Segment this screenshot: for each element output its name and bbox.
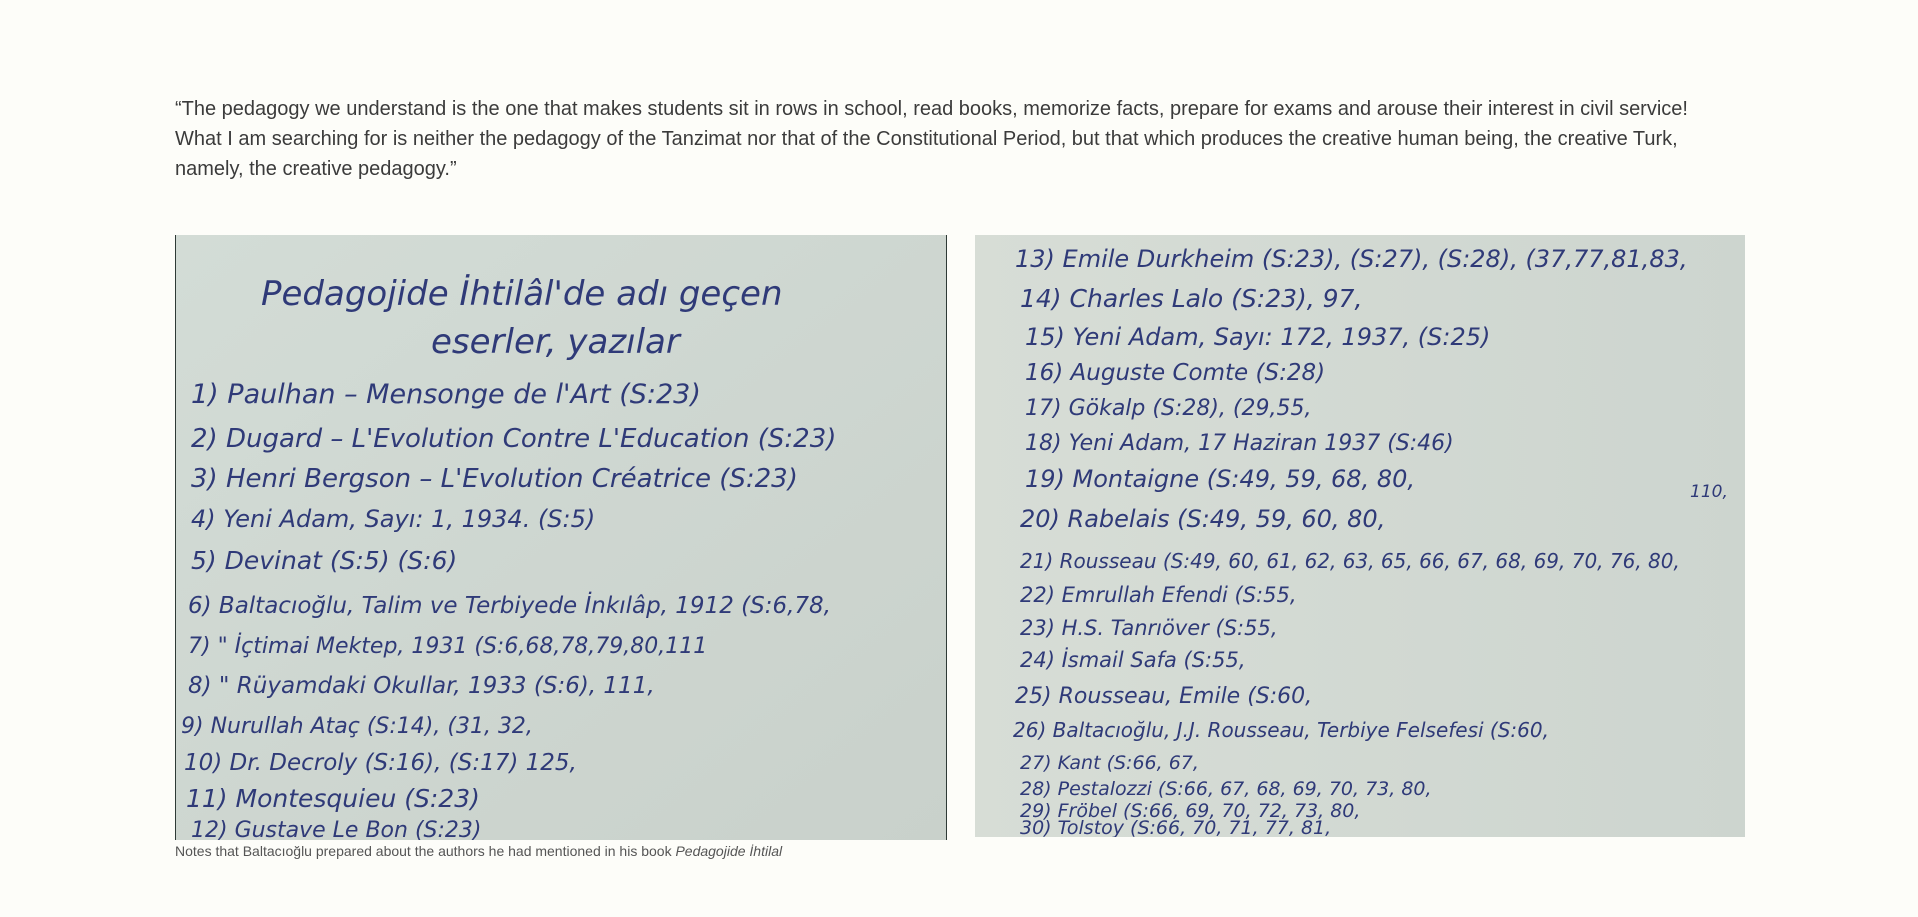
note-line: 14) Charles Lalo (S:23), 97, <box>1020 284 1363 313</box>
note-line: 7) " İçtimai Mektep, 1931 (S:6,68,78,79,80,111 <box>188 634 708 659</box>
note-line: 20) Rabelais (S:49, 59, 60, 80, <box>1020 505 1386 533</box>
note-line: 15) Yeni Adam, Sayı: 172, 1937, (S:25) <box>1025 323 1491 351</box>
note-line: 11) Montesquieu (S:23) <box>186 784 480 813</box>
note-line: 16) Auguste Comte (S:28) <box>1025 360 1326 386</box>
note-line: 30) Tolstoy (S:66, 70, 71, 77, 81, <box>1020 817 1332 837</box>
note-line: 8) " Rüyamdaki Okullar, 1933 (S:6), 111, <box>188 673 655 699</box>
note-line: 2) Dugard – L'Evolution Contre L'Education (S:23) <box>191 424 837 454</box>
image-caption <box>175 842 782 860</box>
note-line: 10) Dr. Decroly (S:16), (S:17) 125, <box>184 750 577 776</box>
note-line: 21) Rousseau (S:49, 60, 61, 62, 63, 65, 66, 67, 68, 69, 70, 76, 80, <box>1020 549 1680 573</box>
note-line: 17) Gökalp (S:28), (29,55, <box>1025 396 1312 421</box>
handwritten-note-image-left <box>175 235 947 840</box>
note-line: 18) Yeni Adam, 17 Haziran 1937 (S:46) <box>1025 431 1454 456</box>
note-line: 19) Montaigne (S:49, 59, 68, 80, <box>1025 465 1415 493</box>
note-line: 28) Pestalozzi (S:66, 67, 68, 69, 70, 73, 80, <box>1020 778 1432 800</box>
note-heading-line2: eserler, yazılar <box>431 322 680 362</box>
caption-text: Notes that Baltacıoğlu prepared about the authors he had mentioned in his book <box>175 843 676 859</box>
note-line: 3) Henri Bergson – L'Evolution Créatrice (S:23) <box>191 464 798 494</box>
caption-book-title: Pedagojide İhtilal <box>675 843 783 859</box>
note-line: 4) Yeni Adam, Sayı: 1, 1934. (S:5) <box>191 505 596 533</box>
note-line: 24) İsmail Safa (S:55, <box>1020 648 1246 672</box>
note-line: 29) Fröbel (S:66, 69, 70, 72, 73, 80, <box>1020 800 1361 822</box>
note-line: 23) H.S. Tanrıöver (S:55, <box>1020 616 1278 640</box>
note-line: 9) Nurullah Ataç (S:14), (31, 32, <box>181 714 533 739</box>
note-line: 22) Emrullah Efendi (S:55, <box>1020 583 1297 607</box>
note-line: 25) Rousseau, Emile (S:60, <box>1015 684 1313 709</box>
note-line: 12) Gustave Le Bon (S:23) <box>191 818 482 840</box>
note-line: 26) Baltacıoğlu, J.J. Rousseau, Terbiye Felsefesi (S:60, <box>1013 718 1549 742</box>
note-line: 13) Emile Durkheim (S:23), (S:27), (S:28), (37,77,81,83, <box>1015 245 1688 273</box>
margin-note: 110, <box>1690 482 1728 502</box>
note-line: 6) Baltacıoğlu, Talim ve Terbiyede İnkılâp, 1912 (S:6,78, <box>188 593 831 619</box>
handwritten-note-image-right <box>975 235 1745 837</box>
note-line: 27) Kant (S:66, 67, <box>1020 752 1199 774</box>
note-line: 5) Devinat (S:5) (S:6) <box>191 546 458 575</box>
quote-text: “The pedagogy we understand is the one that makes students sit in rows in school, read books, memorize facts, prepare for exams and arouse their interest in civil service! What I am searching for is neither the pedagogy of the Tanzimat nor that of the Constitutional Period, but that which produces the creative human being, the creative Turk, namely, the creative pedagogy.” <box>175 98 1688 180</box>
note-line: 1) Paulhan – Mensonge de l'Art (S:23) <box>191 379 701 410</box>
note-heading-line1: Pedagojide İhtilâl'de adı geçen <box>261 274 783 314</box>
